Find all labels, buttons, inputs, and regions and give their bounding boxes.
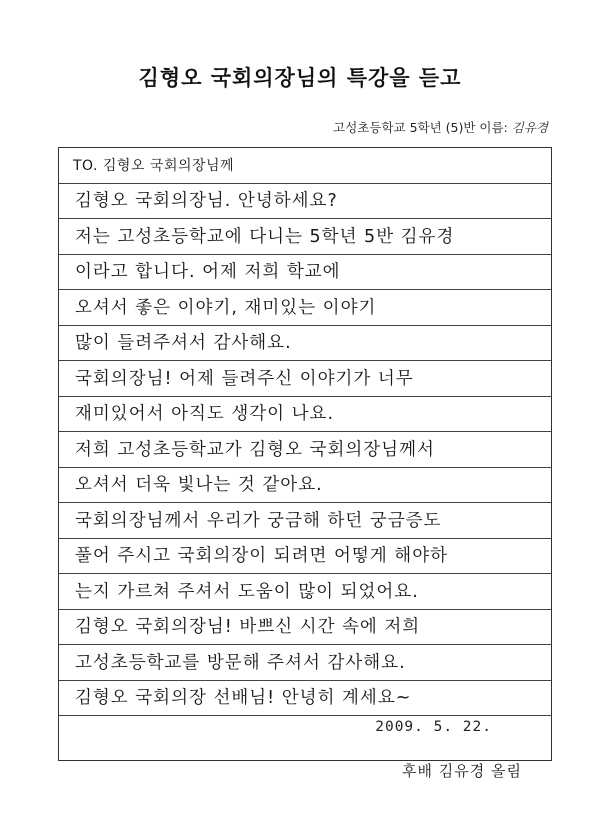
letter-line-text: 국회의장님께서 우리가 궁금해 하던 궁금증도 (75, 510, 442, 531)
letter-line (59, 397, 551, 433)
student-info-label: 고성초등학교 5학년 (5)반 이름: (333, 120, 508, 135)
letter-line-text: 고성초등학교를 방문해 주셔서 감사해요. (75, 652, 406, 673)
letter-line (59, 255, 551, 291)
letter-date: 2009. 5. 22. (375, 719, 492, 735)
letter-line-text: TO. 김형오 국회의장님께 (73, 157, 235, 174)
letter-line (59, 148, 551, 184)
letter-line (59, 539, 551, 575)
letter-line-text: 김형오 국회의장님. 안녕하세요? (75, 191, 338, 211)
letter-line-text: 오셔서 더욱 빛나는 것 같아요. (75, 475, 323, 495)
letter-line (59, 468, 551, 504)
letter-line (59, 432, 551, 468)
letter-line-text: 국회의장님! 어제 들려주신 이야기가 너무 (75, 368, 414, 389)
letter-line (59, 290, 551, 326)
page-title: 김형오 국회의장님의 특강을 듣고 (138, 66, 462, 90)
letter-signature: 후배 김유경 올림 (402, 762, 522, 780)
letter-line-text: 저희 고성초등학교가 김형오 국회의장님께서 (75, 439, 435, 460)
student-info (333, 118, 548, 136)
letter-line-text: 오셔서 좋은 이야기, 재미있는 이야기 (75, 297, 377, 318)
letter-line-text: 김형오 국회의장님! 바쁘신 시간 속에 저희 (75, 617, 421, 637)
letter-line-text: 많이 들려주셔서 감사해요. (75, 333, 292, 353)
letter-line-text: 저는 고성초등학교에 다니는 5학년 5반 김유경 (75, 226, 455, 247)
letter-line (59, 361, 551, 397)
student-name: 김유경 (511, 120, 548, 135)
letter-line (59, 503, 551, 539)
letter-line (59, 574, 551, 610)
letter-line-text: 재미있어서 아직도 생각이 나요. (75, 404, 335, 424)
letter-line (59, 645, 551, 681)
letter-line-text: 는지 가르쳐 주셔서 도움이 많이 되었어요. (75, 581, 419, 602)
letter-line (59, 184, 551, 220)
letter-line (59, 219, 551, 255)
letter-line (59, 610, 551, 646)
letter-line-text: 풀어 주시고 국회의장이 되려면 어떻게 해야하 (75, 546, 449, 566)
letter-line (59, 326, 551, 362)
letter-line-text: 이라고 합니다. 어제 저희 학교에 (75, 262, 341, 282)
letter-sheet (58, 147, 552, 761)
letter-line-text: 김형오 국회의장 선배님! 안녕히 계세요~ (75, 688, 412, 708)
letter-line (59, 681, 551, 717)
